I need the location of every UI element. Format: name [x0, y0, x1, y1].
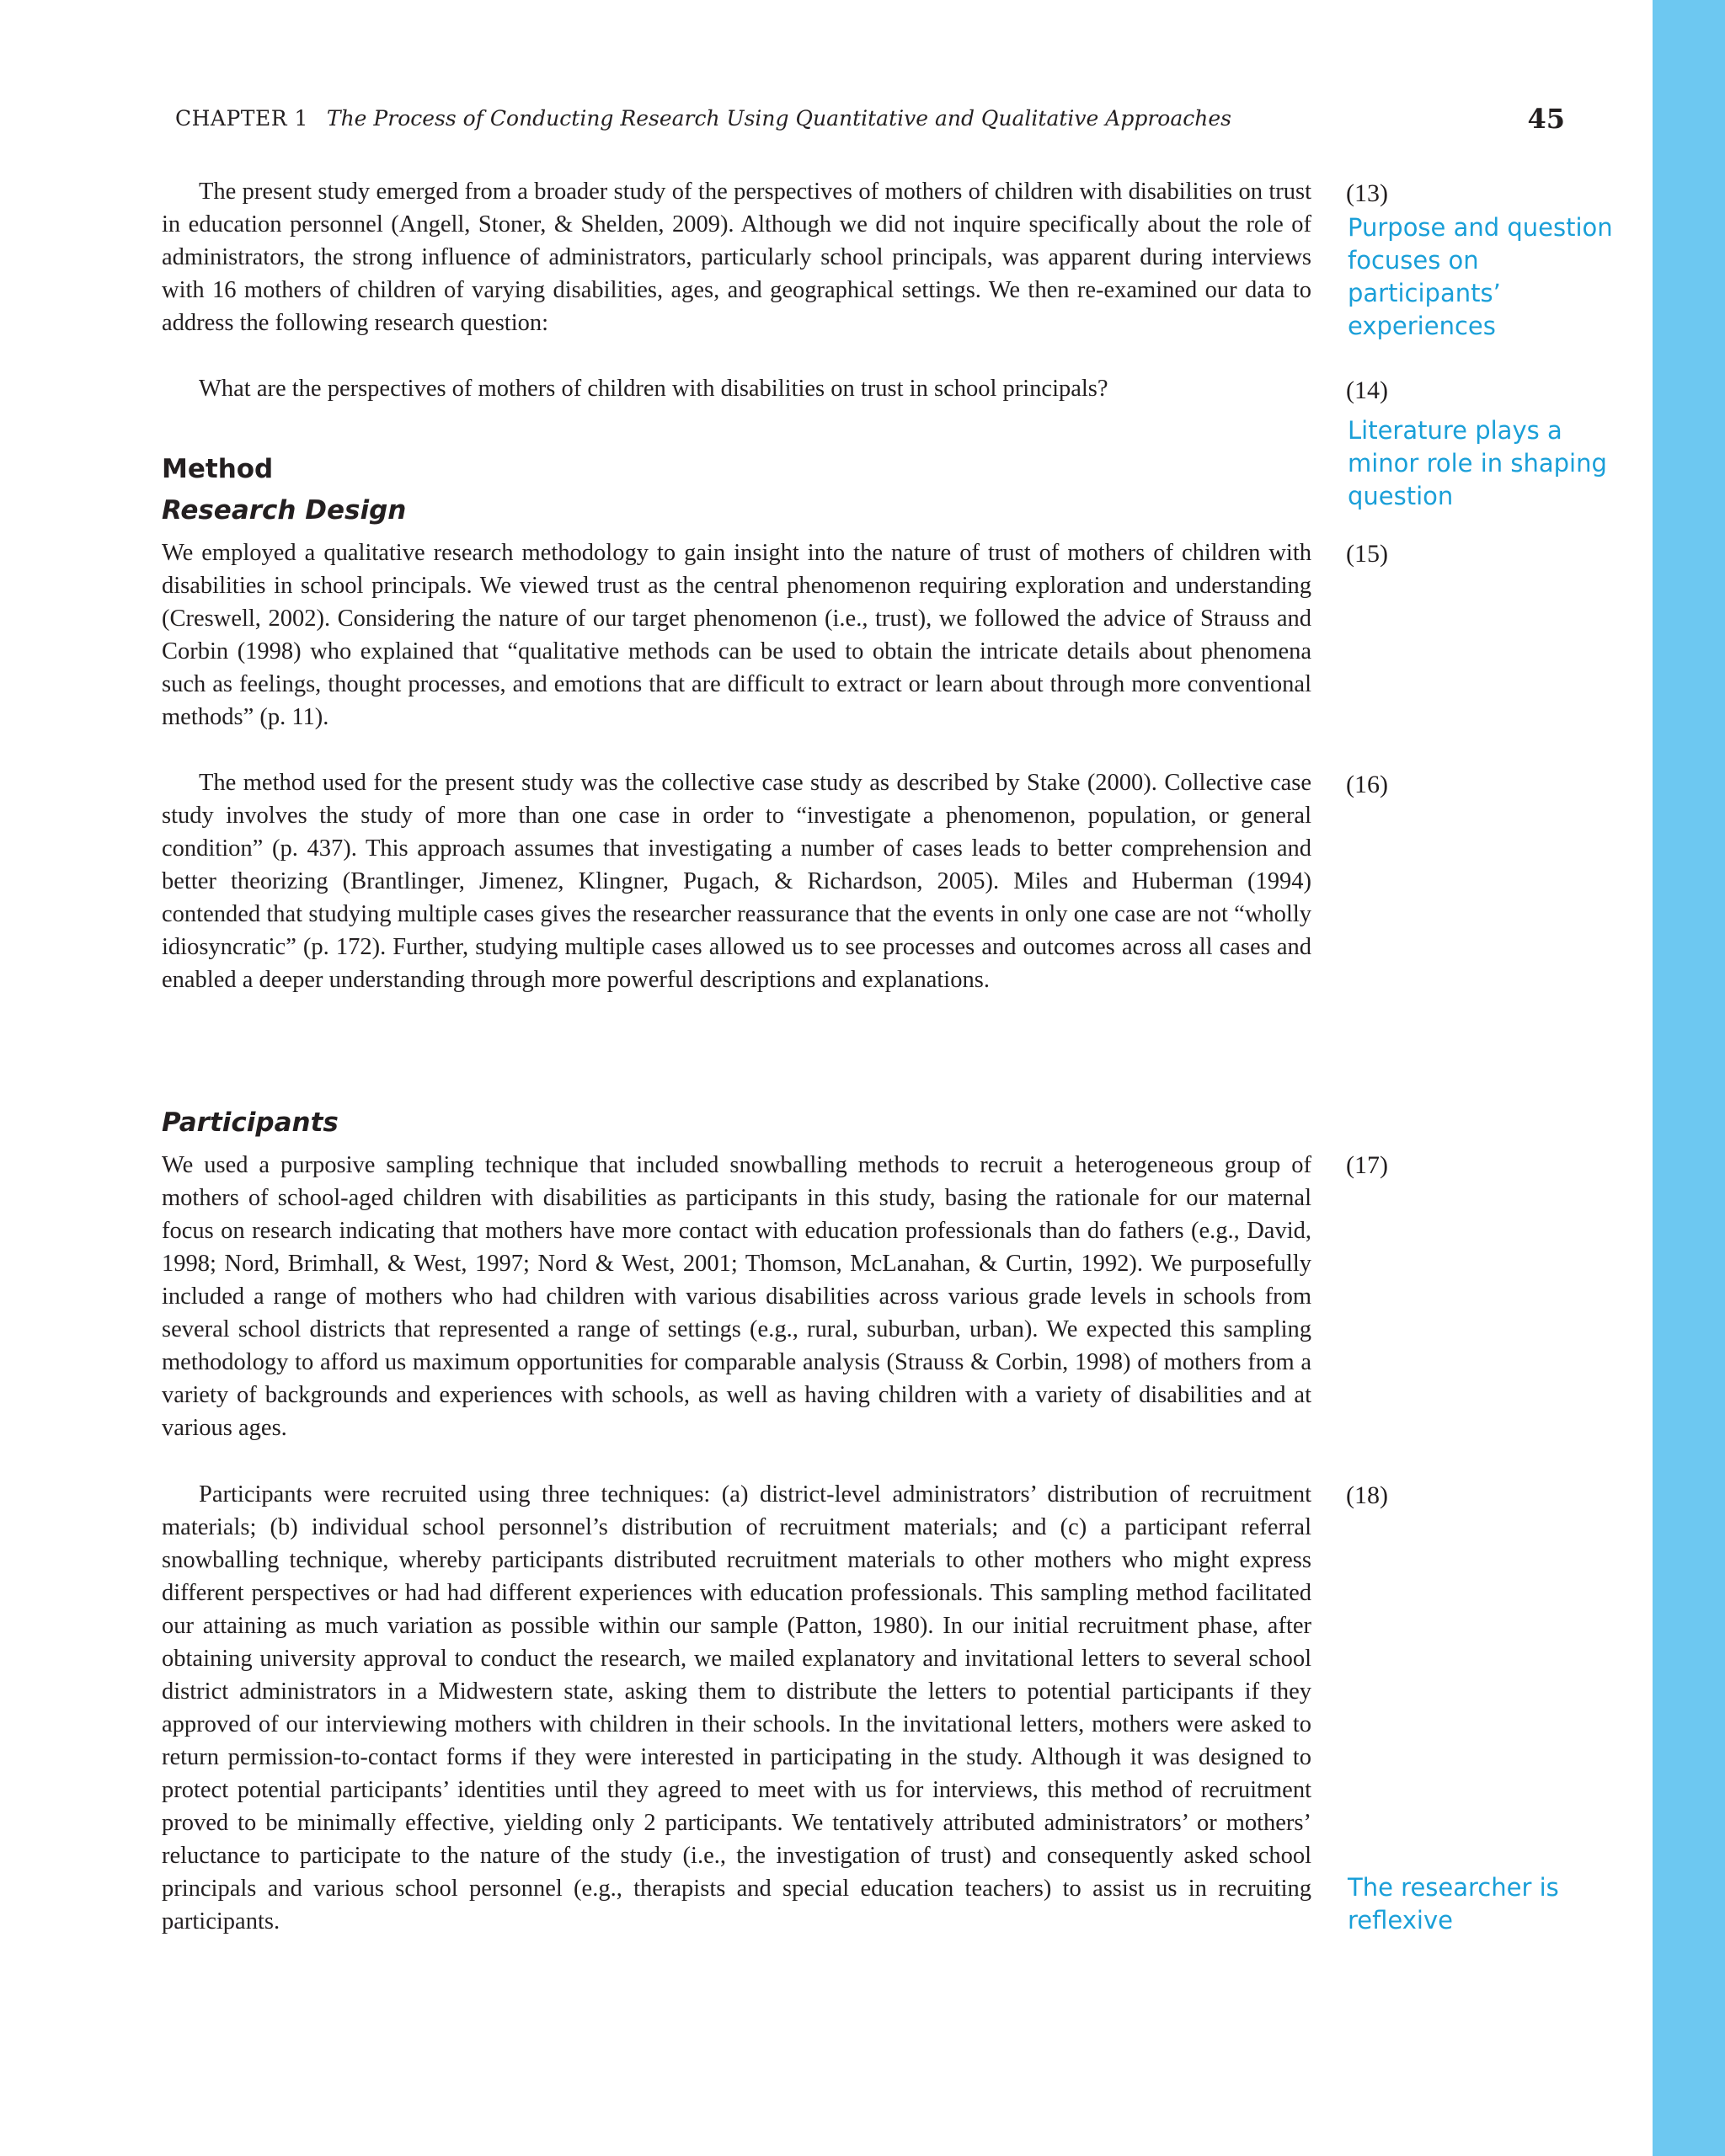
paragraph-15: [162, 536, 1311, 734]
chapter-label: CHAPTER 1: [175, 106, 308, 131]
paragraph-18: [162, 1478, 1311, 1938]
heading-method: Method: [162, 454, 274, 484]
paragraph-14-text: What are the perspectives of mothers of children with disabilities on trust in school principals?: [199, 376, 1108, 402]
running-head: [175, 99, 1565, 138]
paragraph-15-text: We employed a qualitative research methodology to gain insight into the nature of trust of mothers of children with disabilities in school principals. We viewed trust as the central phenomenon requiring exploration and understanding (Creswell, 2002). Considering the nature of our target phenomenon (i.e., trust), we followed the advice of Strauss and Corbin (1998) who explained that “qualitative methods can be used to obtain the intricate details about phenomena such as feelings, thought processes, and emotions that are difficult to extract or learn about through more conventional methods” (p. 11).: [162, 540, 1311, 730]
paragraph-16-text: The method used for the present study was the collective case study as described by Stake (2000). Collective case study involves the study of more than one case in order to “investigate a phenomenon, population, or general condition” (p. 437). This approach assumes that investigating a number of cases leads to better comprehension and better theorizing (Brantlinger, Jimenez, Klingner, Pugach, & Richardson, 2005). Miles and Huberman (1994) contended that studying multiple cases gives the researcher reassurance that the events in only one case are not “wholly idiosyncratic” (p. 172). Further, studying multiple cases allowed us to see processes and outcomes across all cases and enabled a deeper understanding through more powerful descriptions and explanations.: [162, 770, 1311, 993]
paragraph-13: [162, 175, 1311, 339]
heading-research-design: Research Design: [162, 495, 407, 526]
margin-note-literature: Literature plays a minor role in shaping question: [1348, 416, 1607, 510]
heading-participants: Participants: [162, 1107, 339, 1138]
chapter-title: The Process of Conducting Research Using Quantitative and Qualitative Approaches: [326, 106, 1231, 131]
paragraph-number-18: (18): [1346, 1481, 1388, 1509]
paragraph-17-text: We used a purposive sampling technique that included snowballing methods to recruit a heterogeneous group of mothers of school-aged children with disabilities as participants in this study, basing the rationale for our maternal focus on research indicating that mothers have more contact with education professionals than do fathers (e.g., David, 1998; Nord, Brimhall, & West, 1997; Nord & West, 2001; Thomson, McLanahan, & Curtin, 1992). We purposefully included a range of mothers who had children with various disabilities across various grade levels in schools from several school districts that represented a range of settings (e.g., rural, suburban, urban). We expected this sampling methodology to afford us maximum opportunities for comparable analysis (Strauss & Corbin, 1998) of mothers from a variety of backgrounds and experiences with schools, as well as having children with a variety of disabilities and at various ages.: [162, 1152, 1311, 1441]
paragraph-13-text: The present study emerged from a broader study of the perspectives of mothers of children with disabilities on trust in education personnel (Angell, Stoner, & Shelden, 2009). Although we did not inquire specifically about the role of administrators, the strong influence of administrators, particularly school principals, was apparent during interviews with 16 mothers of children of varying disabilities, ages, and geographical settings. We then re-examined our data to address the following research question:: [162, 179, 1311, 336]
paragraph-18-text: Participants were recruited using three techniques: (a) district-level administrators’ distribution of recruitment materials; (b) individual school personnel’s distribution of recruitment materials; and (c) a participant referral snowballing technique, whereby participants distributed recruitment materials to other mothers who might express different perspectives or had had different experiences with education professionals. This sampling method facilitated our attaining as much variation as possible within our sample (Patton, 1980). In our initial recruitment phase, after obtaining university approval to conduct the research, we mailed explanatory and invitational letters to several school district administrators in a Midwestern state, asking them to distribute the letters to potential participants if they approved of our interviewing mothers with children in their schools. In the invitational letters, mothers were asked to return permission-to-contact forms if they were interested in participating in the study. Although it was designed to protect potential participants’ identities until they agreed to meet with us for interviews, this method of recruitment proved to be minimally effective, yielding only 2 participants. We tentatively attributed administrators’ or mothers’ reluctance to participate to the nature of the study (i.e., the investigation of trust) and consequently asked school principals and various school personnel (e.g., therapists and special education teachers) to assist us in recruiting participants.: [162, 1481, 1311, 1935]
paragraph-number-16: (16): [1346, 771, 1388, 798]
margin-note-purpose: Purpose and question focuses on participants’ experiences: [1348, 213, 1613, 340]
page-number: 45: [1527, 103, 1565, 135]
paragraph-17: [162, 1149, 1311, 1444]
margin-note-reflexive: The researcher is reflexive: [1348, 1873, 1559, 1935]
paragraph-number-17: (17): [1346, 1151, 1388, 1179]
paragraph-number-13: (13): [1346, 179, 1388, 207]
paragraph-14: [162, 372, 1311, 405]
side-color-band: [1653, 0, 1725, 2156]
paragraph-16: [162, 766, 1311, 996]
paragraph-number-15: (15): [1346, 540, 1388, 568]
paragraph-number-14: (14): [1346, 376, 1388, 404]
